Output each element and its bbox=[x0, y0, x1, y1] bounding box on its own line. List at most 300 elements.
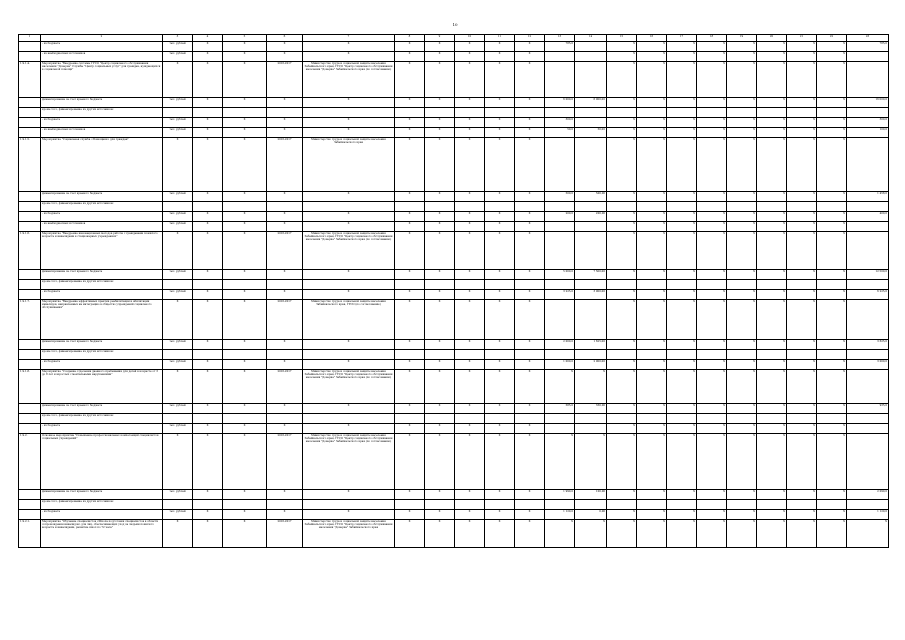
table-cell: X bbox=[787, 300, 817, 340]
table-cell: X bbox=[193, 138, 223, 192]
table-cell: X bbox=[667, 192, 697, 202]
table-cell: 1.9.2.1. bbox=[19, 520, 41, 548]
table-cell: X bbox=[787, 340, 817, 350]
table-cell: X bbox=[667, 370, 697, 404]
table-cell: X bbox=[607, 340, 637, 350]
table-cell: X bbox=[697, 520, 727, 548]
table-cell: X bbox=[637, 270, 667, 280]
table-cell bbox=[575, 222, 607, 232]
table-cell: X bbox=[697, 434, 727, 490]
table-cell: 935,0 bbox=[847, 404, 889, 414]
table-cell: X bbox=[455, 424, 485, 434]
column-number: 5 bbox=[223, 35, 267, 42]
table-cell bbox=[395, 280, 425, 290]
table-cell: - из бюджета bbox=[41, 360, 163, 370]
table-cell: X bbox=[223, 360, 267, 370]
table-cell bbox=[267, 500, 303, 510]
table-row bbox=[19, 370, 889, 404]
table-cell bbox=[395, 500, 425, 510]
table-cell: 12 500,0 bbox=[847, 270, 889, 280]
table-cell: X bbox=[267, 404, 303, 414]
table-cell: X bbox=[267, 270, 303, 280]
table-cell bbox=[19, 118, 41, 128]
table-cell: X bbox=[697, 192, 727, 202]
table-cell: X bbox=[637, 370, 667, 404]
table-cell: X bbox=[727, 52, 757, 62]
table-cell bbox=[847, 108, 889, 118]
table-cell: X bbox=[667, 360, 697, 370]
table-cell: X bbox=[395, 490, 425, 500]
table-cell: X bbox=[607, 222, 637, 232]
table-cell bbox=[303, 202, 395, 212]
table-cell: X bbox=[515, 520, 545, 548]
table-cell bbox=[847, 280, 889, 290]
table-cell: X bbox=[757, 340, 787, 350]
table-cell: X bbox=[395, 42, 425, 52]
table-cell bbox=[395, 108, 425, 118]
column-number-row bbox=[19, 35, 889, 42]
table-cell bbox=[787, 500, 817, 510]
table-cell bbox=[847, 222, 889, 232]
table-cell: X bbox=[787, 232, 817, 270]
table-cell: X bbox=[425, 520, 455, 548]
table-cell: 1.9.1.5. bbox=[19, 138, 41, 192]
table-cell: финансирование за счет краевого бюджета bbox=[41, 340, 163, 350]
table-cell: X bbox=[607, 424, 637, 434]
table-cell: X bbox=[395, 370, 425, 404]
table-cell: X bbox=[425, 340, 455, 350]
table-cell bbox=[847, 434, 889, 490]
table-cell: 585,0 bbox=[545, 404, 575, 414]
column-number: 23 bbox=[847, 35, 889, 42]
column-number: 20 bbox=[757, 35, 787, 42]
table-cell bbox=[847, 52, 889, 62]
table-cell: X bbox=[637, 42, 667, 52]
table-cell: X bbox=[637, 62, 667, 98]
table-cell: Мероприятие "Создание отделения дневного пребывания для детей в возрасте от 3 до 8 лет и взрослых с ментальными нарушениями" bbox=[41, 370, 163, 404]
table-cell bbox=[193, 350, 223, 360]
table-cell: X bbox=[163, 62, 193, 98]
table-cell: тыс. рублей bbox=[163, 212, 193, 222]
column-number: 8 bbox=[395, 35, 425, 42]
table-cell bbox=[19, 98, 41, 108]
table-cell: X bbox=[697, 118, 727, 128]
table-cell: Министерство труда и социальной защиты населения Забайкальского края, ГУСО "Центр социального обслуживания населения "Доверие" Забайкальского края (по согласованию) bbox=[303, 370, 395, 404]
table-cell bbox=[303, 280, 395, 290]
table-cell: X bbox=[455, 62, 485, 98]
table-cell bbox=[637, 202, 667, 212]
table-cell bbox=[637, 350, 667, 360]
table-cell bbox=[787, 414, 817, 424]
table-cell: X bbox=[193, 270, 223, 280]
table-cell: Министерство труда и социальной защиты населения Забайкальского края, ГУСО "Центр социального обслуживания населения "Доверие" Забайкальского края (по согласованию) bbox=[303, 434, 395, 490]
table-cell: X bbox=[727, 232, 757, 270]
table-cell: X bbox=[607, 270, 637, 280]
table-cell: X bbox=[267, 42, 303, 52]
table-cell bbox=[267, 280, 303, 290]
table-cell: X bbox=[667, 118, 697, 128]
table-cell: X bbox=[425, 300, 455, 340]
table-cell: 1 990,0 bbox=[545, 490, 575, 500]
table-cell: X bbox=[425, 192, 455, 202]
table-cell: X bbox=[455, 42, 485, 52]
table-cell: X bbox=[667, 424, 697, 434]
table-cell bbox=[575, 300, 607, 340]
table-cell: X bbox=[637, 360, 667, 370]
table-cell: X bbox=[515, 138, 545, 192]
table-cell: тыс. рублей bbox=[163, 340, 193, 350]
table-cell: X bbox=[163, 232, 193, 270]
table-cell: X bbox=[545, 520, 575, 548]
column-number: 12 bbox=[515, 35, 545, 42]
table-cell bbox=[575, 280, 607, 290]
table-cell bbox=[455, 280, 485, 290]
table-cell: X bbox=[787, 118, 817, 128]
table-row bbox=[19, 290, 889, 300]
table-cell: X bbox=[817, 222, 847, 232]
table-cell: тыс. рублей bbox=[163, 118, 193, 128]
table-cell bbox=[637, 280, 667, 290]
table-cell: X bbox=[817, 138, 847, 192]
table-cell: X bbox=[727, 290, 757, 300]
table-cell: X bbox=[607, 118, 637, 128]
table-cell: X bbox=[727, 222, 757, 232]
table-cell: X bbox=[757, 424, 787, 434]
table-cell: X bbox=[267, 128, 303, 138]
table-cell: 6 000,00 bbox=[575, 98, 607, 108]
table-row bbox=[19, 270, 889, 280]
table-cell bbox=[607, 350, 637, 360]
table-cell: X bbox=[515, 434, 545, 490]
table-cell bbox=[19, 212, 41, 222]
table-cell: Основное мероприятие "Повышение профессиональных компетенций специалистов социальных учреждений" bbox=[41, 434, 163, 490]
table-cell: X bbox=[395, 340, 425, 350]
table-cell: X bbox=[787, 404, 817, 414]
table-cell: X bbox=[817, 118, 847, 128]
table-cell: 1 000,0 bbox=[545, 360, 575, 370]
table-cell bbox=[19, 360, 41, 370]
table-cell: X bbox=[727, 490, 757, 500]
table-cell: X bbox=[607, 370, 637, 404]
table-cell bbox=[575, 62, 607, 98]
table-cell: X bbox=[637, 138, 667, 192]
table-cell: X bbox=[727, 42, 757, 52]
table-cell: X bbox=[817, 52, 847, 62]
table-cell bbox=[425, 202, 455, 212]
table-cell: X bbox=[303, 404, 395, 414]
table-cell bbox=[545, 138, 575, 192]
table-cell: X bbox=[455, 300, 485, 340]
table-cell: X bbox=[395, 404, 425, 414]
table-cell: тыс. рублей bbox=[163, 52, 193, 62]
table-cell bbox=[163, 500, 193, 510]
table-cell: X bbox=[607, 138, 637, 192]
table-cell bbox=[19, 340, 41, 350]
table-cell: X bbox=[757, 434, 787, 490]
column-number: 14 bbox=[575, 35, 607, 42]
table-cell bbox=[545, 500, 575, 510]
table-cell: финансирование за счет краевого бюджета bbox=[41, 490, 163, 500]
table-cell: X bbox=[267, 510, 303, 520]
table-cell: X bbox=[515, 404, 545, 414]
table-cell: X bbox=[727, 62, 757, 98]
table-cell: X bbox=[163, 520, 193, 548]
table-cell bbox=[697, 280, 727, 290]
table-cell: X bbox=[817, 62, 847, 98]
table-cell bbox=[395, 202, 425, 212]
table-cell: X bbox=[425, 370, 455, 404]
table-cell: X bbox=[303, 192, 395, 202]
table-cell: кроме того, финансирование из других источников: bbox=[41, 280, 163, 290]
table-cell: X bbox=[787, 360, 817, 370]
table-cell: X bbox=[727, 270, 757, 280]
table-cell bbox=[515, 350, 545, 360]
table-cell bbox=[515, 414, 545, 424]
table-cell: X bbox=[485, 212, 515, 222]
table-cell: 2016-2017 bbox=[267, 434, 303, 490]
table-cell: 1.9.1.7. bbox=[19, 300, 41, 340]
table-cell: X bbox=[395, 290, 425, 300]
table-cell: X bbox=[485, 360, 515, 370]
table-cell: X bbox=[193, 434, 223, 490]
table-cell: X bbox=[267, 424, 303, 434]
table-cell: X bbox=[267, 52, 303, 62]
table-cell bbox=[697, 350, 727, 360]
table-cell bbox=[575, 52, 607, 62]
table-cell bbox=[575, 202, 607, 212]
table-cell: X bbox=[575, 434, 607, 490]
table-cell bbox=[575, 350, 607, 360]
table-cell bbox=[817, 350, 847, 360]
table-cell: 1 458,0 bbox=[847, 192, 889, 202]
table-cell bbox=[223, 202, 267, 212]
table-cell: X bbox=[637, 232, 667, 270]
table-cell: 100,00 bbox=[575, 490, 607, 500]
table-cell: 300,0 bbox=[545, 118, 575, 128]
table-cell bbox=[637, 414, 667, 424]
table-cell: 3 000,00 bbox=[575, 290, 607, 300]
table-cell bbox=[607, 414, 637, 424]
table-cell: 2016-2017 bbox=[267, 300, 303, 340]
table-cell: X bbox=[193, 222, 223, 232]
table-cell: X bbox=[757, 232, 787, 270]
table-cell: X bbox=[395, 520, 425, 548]
table-cell bbox=[847, 232, 889, 270]
table-cell: X bbox=[455, 138, 485, 192]
table-cell: 2016-2017 bbox=[267, 520, 303, 548]
table-cell bbox=[847, 62, 889, 98]
table-cell: X bbox=[223, 424, 267, 434]
table-row bbox=[19, 42, 889, 52]
table-cell: X bbox=[223, 52, 267, 62]
table-cell: X bbox=[727, 118, 757, 128]
table-cell: X bbox=[267, 360, 303, 370]
table-cell: X bbox=[667, 128, 697, 138]
table-cell: X bbox=[485, 490, 515, 500]
table-cell: X bbox=[667, 490, 697, 500]
table-cell bbox=[223, 500, 267, 510]
table-cell: X bbox=[847, 520, 889, 548]
table-cell: тыс. рублей bbox=[163, 128, 193, 138]
table-cell: X bbox=[817, 212, 847, 222]
table-cell bbox=[817, 414, 847, 424]
table-cell: X bbox=[667, 434, 697, 490]
column-number: 3 bbox=[163, 35, 193, 42]
table-cell bbox=[485, 414, 515, 424]
table-cell: X bbox=[697, 42, 727, 52]
table-cell: X bbox=[395, 62, 425, 98]
table-row bbox=[19, 192, 889, 202]
table-cell: X bbox=[637, 192, 667, 202]
table-cell: X bbox=[757, 270, 787, 280]
table-cell: Мероприятие "Внедрение эффективных практик реабилитации и абилитации инвалидов, направленных на интеграцию в общество учреждений социального обслуживания" bbox=[41, 300, 163, 340]
table-cell: X bbox=[757, 370, 787, 404]
table-cell: X bbox=[425, 434, 455, 490]
table-cell: X bbox=[223, 434, 267, 490]
table-cell: X bbox=[697, 52, 727, 62]
table-cell bbox=[455, 350, 485, 360]
table-cell: X bbox=[607, 300, 637, 340]
table-cell: - из внебюджетных источников bbox=[41, 222, 163, 232]
table-cell: X bbox=[667, 510, 697, 520]
table-cell bbox=[847, 138, 889, 192]
table-cell bbox=[847, 350, 889, 360]
table-row bbox=[19, 280, 889, 290]
table-cell bbox=[19, 290, 41, 300]
table-cell: X bbox=[757, 62, 787, 98]
table-cell: X bbox=[193, 118, 223, 128]
table-cell: X bbox=[515, 212, 545, 222]
table-cell: X bbox=[697, 404, 727, 414]
column-number: 22 bbox=[817, 35, 847, 42]
table-cell bbox=[19, 424, 41, 434]
table-cell: X bbox=[637, 118, 667, 128]
table-cell: X bbox=[193, 520, 223, 548]
table-cell: X bbox=[303, 118, 395, 128]
table-cell: X bbox=[425, 138, 455, 192]
table-cell: X bbox=[667, 222, 697, 232]
table-cell bbox=[697, 500, 727, 510]
table-cell bbox=[757, 280, 787, 290]
table-cell: X bbox=[697, 290, 727, 300]
table-cell bbox=[193, 202, 223, 212]
table-cell: X bbox=[303, 490, 395, 500]
table-cell: X bbox=[485, 300, 515, 340]
table-cell bbox=[607, 280, 637, 290]
table-cell: X bbox=[485, 118, 515, 128]
table-cell: X bbox=[425, 212, 455, 222]
table-cell: X bbox=[667, 404, 697, 414]
column-number: 19 bbox=[727, 35, 757, 42]
table-cell: X bbox=[455, 404, 485, 414]
table-cell bbox=[19, 404, 41, 414]
table-cell: X bbox=[637, 404, 667, 414]
table-cell: X bbox=[697, 222, 727, 232]
table-cell: X bbox=[193, 52, 223, 62]
table-cell: X bbox=[515, 42, 545, 52]
table-cell: финансирование за счет краевого бюджета bbox=[41, 98, 163, 108]
table-cell: X bbox=[667, 42, 697, 52]
table-cell bbox=[545, 62, 575, 98]
table-cell: X bbox=[193, 62, 223, 98]
table-cell: X bbox=[395, 98, 425, 108]
table-cell: X bbox=[515, 98, 545, 108]
table-cell bbox=[667, 414, 697, 424]
table-cell: X bbox=[223, 192, 267, 202]
table-cell bbox=[667, 202, 697, 212]
table-cell: X bbox=[637, 490, 667, 500]
table-cell: X bbox=[607, 404, 637, 414]
table-cell: 2 090,0 bbox=[847, 490, 889, 500]
table-cell: X bbox=[515, 490, 545, 500]
table-cell bbox=[19, 270, 41, 280]
table-cell: 5 000,0 bbox=[545, 270, 575, 280]
table-cell bbox=[545, 202, 575, 212]
table-cell: X bbox=[727, 404, 757, 414]
table-cell bbox=[267, 350, 303, 360]
table-cell: X bbox=[303, 290, 395, 300]
table-cell bbox=[575, 118, 607, 128]
table-cell: X bbox=[425, 490, 455, 500]
table-cell: X bbox=[193, 290, 223, 300]
table-cell: X bbox=[455, 118, 485, 128]
table-cell: X bbox=[425, 52, 455, 62]
table-cell bbox=[395, 414, 425, 424]
table-cell: 2 000,00 bbox=[575, 360, 607, 370]
table-cell bbox=[757, 350, 787, 360]
table-cell: X bbox=[697, 490, 727, 500]
table-cell: X bbox=[223, 98, 267, 108]
table-cell: кроме того, финансирование из других источников: bbox=[41, 414, 163, 424]
table-cell bbox=[267, 202, 303, 212]
table-cell bbox=[727, 500, 757, 510]
table-cell: X bbox=[425, 360, 455, 370]
table-cell: кроме того, финансирование из других источников: bbox=[41, 500, 163, 510]
table-cell: X bbox=[395, 222, 425, 232]
table-cell: 3 225,0 bbox=[545, 290, 575, 300]
table-cell: X bbox=[485, 370, 515, 404]
table-cell bbox=[757, 500, 787, 510]
table-cell: X bbox=[787, 490, 817, 500]
table-cell: X bbox=[727, 360, 757, 370]
table-cell bbox=[817, 500, 847, 510]
table-cell: X bbox=[727, 340, 757, 350]
table-cell bbox=[485, 108, 515, 118]
table-cell: X bbox=[817, 360, 847, 370]
table-cell: тыс. рублей bbox=[163, 192, 193, 202]
table-cell: X bbox=[727, 98, 757, 108]
table-cell: X bbox=[787, 192, 817, 202]
table-cell: X bbox=[607, 360, 637, 370]
table-cell bbox=[787, 202, 817, 212]
table-cell bbox=[455, 202, 485, 212]
table-cell: кроме того, финансирование из других источников: bbox=[41, 202, 163, 212]
table-cell bbox=[757, 108, 787, 118]
table-cell bbox=[515, 202, 545, 212]
table-cell: X bbox=[485, 52, 515, 62]
table-cell: финансирование за счет краевого бюджета bbox=[41, 270, 163, 280]
table-cell: X bbox=[637, 290, 667, 300]
table-cell: X bbox=[757, 300, 787, 340]
table-cell: X bbox=[395, 270, 425, 280]
table-cell: X bbox=[637, 128, 667, 138]
table-cell: 6 000,0 bbox=[545, 98, 575, 108]
table-cell: 1.9.1.4. bbox=[19, 62, 41, 98]
table-cell: X bbox=[515, 290, 545, 300]
table-cell: X bbox=[637, 300, 667, 340]
table-cell: X bbox=[395, 128, 425, 138]
table-cell: X bbox=[637, 222, 667, 232]
